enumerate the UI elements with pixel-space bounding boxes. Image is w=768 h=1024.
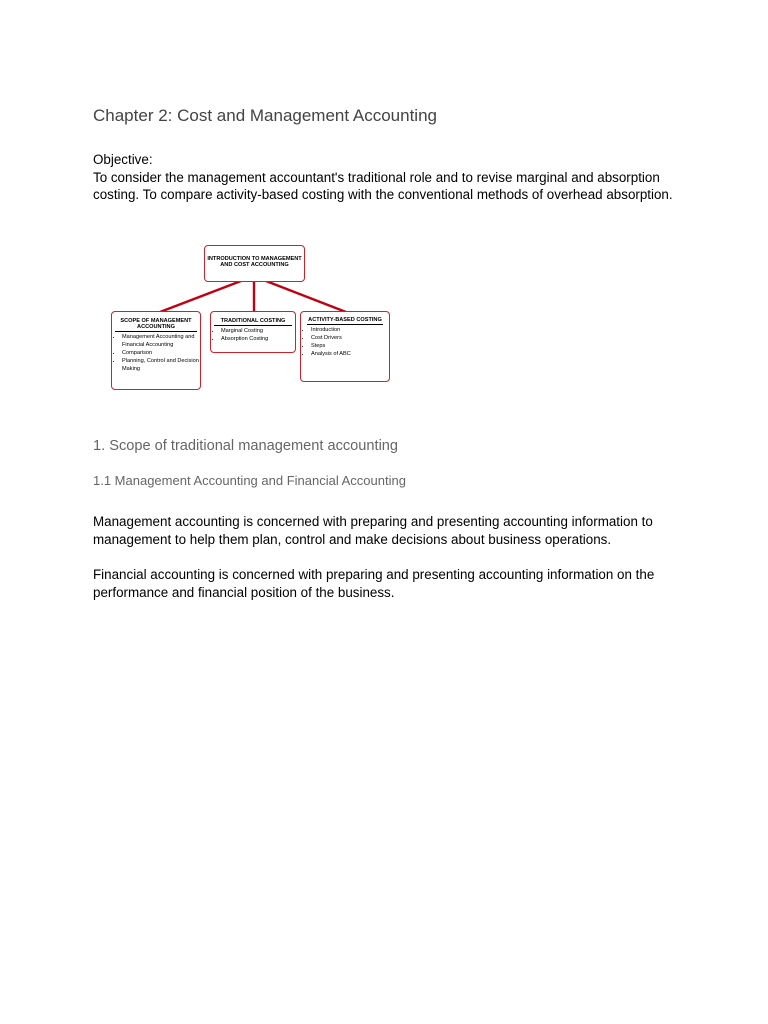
diagram-box-abc-list: [301, 327, 389, 359]
diagram-box-scope-list: [112, 334, 200, 374]
diagram-list-item: • Comparison: [122, 350, 200, 358]
diagram-box-abc: [300, 311, 390, 382]
diagram-list-item: • Absorption Costing: [221, 336, 295, 344]
diagram-box-scope: [111, 311, 201, 390]
connector-abc: [266, 281, 346, 312]
diagram-box-scope-title: SCOPE OF MANAGEMENT ACCOUNTING: [115, 318, 197, 332]
paragraph-management-accounting: Management accounting is concerned with preparing and presenting accounting information to management to help them plan, control and make decisions about business operations.: [93, 514, 653, 547]
diagram-list-item: • Steps: [311, 343, 389, 351]
diagram-list-item: • Planning, Control and Decision Making: [122, 358, 200, 374]
diagram-box-traditional-list: [211, 328, 295, 344]
diagram-box-traditional: [210, 311, 296, 353]
diagram-list-item: • Analysis of ABC: [311, 351, 389, 359]
diagram-root-box: [204, 245, 305, 282]
chapter-title: Chapter 2: Cost and Management Accounting: [93, 106, 437, 125]
paragraph-financial-accounting: Financial accounting is concerned with preparing and presenting accounting information on the performance and financial position of the business.: [93, 567, 655, 600]
diagram-root-title: INTRODUCTION TO MANAGEMENT AND COST ACCOUNTING: [207, 256, 302, 268]
diagram-list-item: • Cost Drivers: [311, 335, 389, 343]
connector-scope: [160, 281, 241, 312]
objective-block: [93, 151, 693, 204]
chapter-overview-diagram: [108, 243, 394, 395]
diagram-box-abc-title: ACTIVITY-BASED COSTING: [308, 317, 382, 323]
diagram-box-traditional-title: TRADITIONAL COSTING: [214, 318, 292, 326]
subsection-1-1-heading: 1.1 Management Accounting and Financial Accounting: [93, 473, 406, 488]
diagram-list-item: • Marginal Costing: [221, 328, 295, 336]
diagram-list-item: • Management Accounting and Financial Accounting: [122, 334, 200, 350]
objective-label: Objective:: [93, 152, 153, 167]
diagram-list-item: • Introduction: [311, 327, 389, 335]
objective-text: To consider the management accountant's traditional role and to revise marginal and absorption costing. To compare activity-based costing with the conventional methods of overhead absorption.: [93, 169, 673, 203]
section-1-heading: 1. Scope of traditional management accounting: [93, 438, 399, 454]
